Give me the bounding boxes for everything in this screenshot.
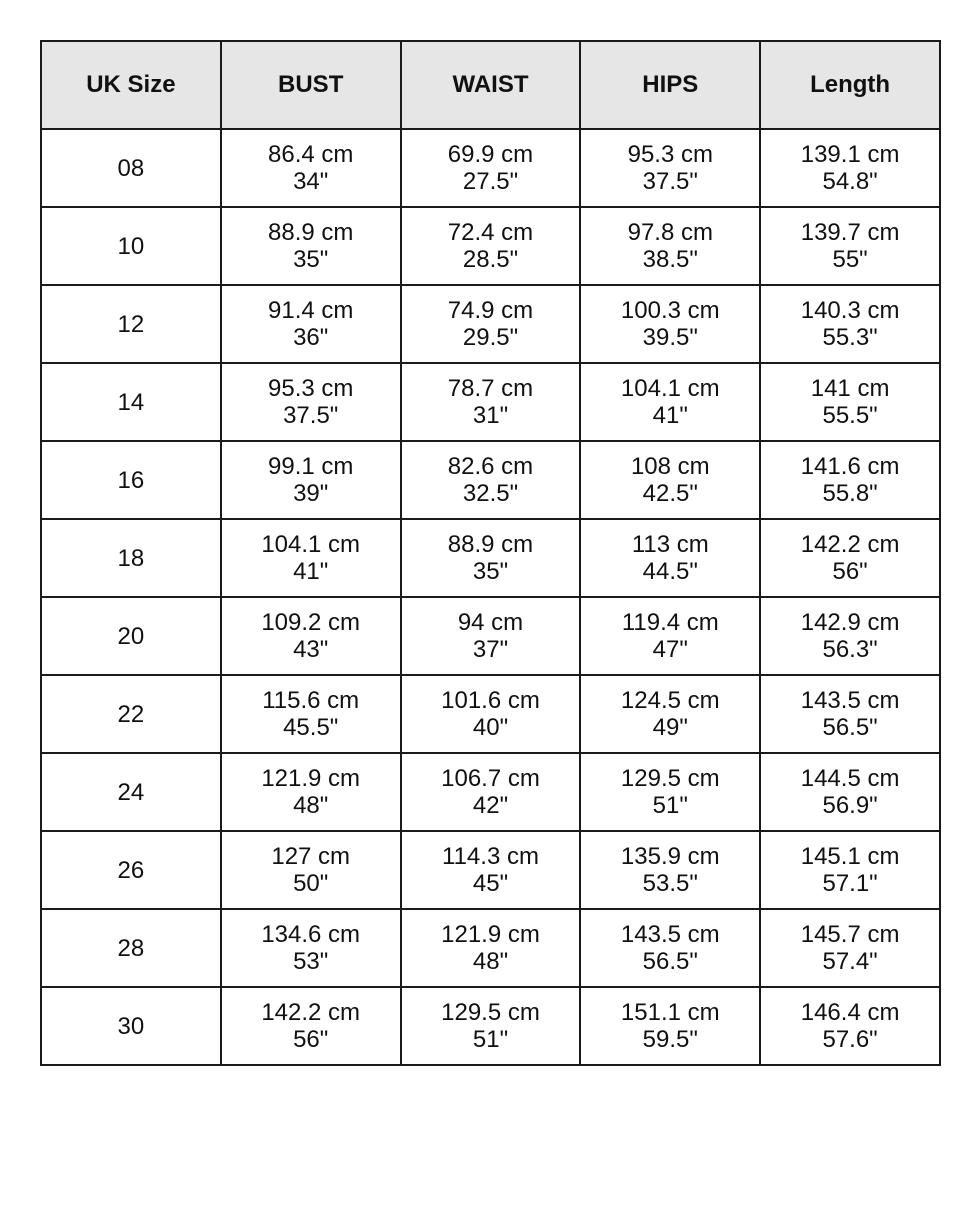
length-inch-value: 57.4" [822, 948, 878, 975]
length-inch-value: 57.1" [822, 870, 878, 897]
bust-inch-value: 56" [293, 1026, 329, 1053]
bust-cell [221, 441, 401, 519]
bust-cell [221, 207, 401, 285]
table-row [41, 909, 940, 987]
bust-cm-value: 115.6 cm [262, 687, 360, 714]
hips-cell [580, 441, 760, 519]
hips-cell [580, 207, 760, 285]
waist-cm-value: 69.9 cm [447, 141, 534, 168]
waist-cell [401, 207, 581, 285]
bust-cm-value: 104.1 cm [261, 531, 361, 558]
length-cm-value: 141 cm [810, 375, 890, 402]
waist-cell [401, 441, 581, 519]
hips-cell [580, 987, 760, 1065]
hips-inch-value: 49" [652, 714, 688, 741]
hips-cm-value: 108 cm [630, 453, 710, 480]
size-cell: 24 [41, 753, 221, 831]
waist-inch-value: 27.5" [462, 168, 519, 195]
waist-cell [401, 363, 581, 441]
length-inch-value: 56.5" [822, 714, 878, 741]
waist-cm-value: 129.5 cm [441, 999, 540, 1026]
table-row [41, 597, 940, 675]
bust-cell [221, 909, 401, 987]
length-cm-value: 142.2 cm [800, 531, 900, 558]
hips-inch-value: 53.5" [642, 870, 698, 897]
hips-cell [580, 285, 760, 363]
length-cm-value: 145.1 cm [800, 843, 900, 870]
length-cm-value: 144.5 cm [800, 765, 900, 792]
bust-cell [221, 831, 401, 909]
header-uk-size: UK Size [41, 41, 221, 129]
waist-cm-value: 121.9 cm [441, 921, 540, 948]
waist-cell [401, 675, 581, 753]
length-cm-value: 139.7 cm [800, 219, 900, 246]
hips-inch-value: 47" [652, 636, 688, 663]
hips-inch-value: 41" [652, 402, 688, 429]
length-cell [760, 519, 940, 597]
length-cm-value: 141.6 cm [800, 453, 900, 480]
waist-inch-value: 35" [472, 558, 509, 585]
bust-cm-value: 109.2 cm [261, 609, 361, 636]
length-cm-value: 146.4 cm [800, 999, 900, 1026]
size-cell: 30 [41, 987, 221, 1065]
hips-cm-value: 129.5 cm [620, 765, 720, 792]
length-cm-value: 139.1 cm [800, 141, 900, 168]
bust-cell [221, 363, 401, 441]
length-inch-value: 54.8" [822, 168, 878, 195]
waist-cm-value: 106.7 cm [441, 765, 540, 792]
bust-cell [221, 519, 401, 597]
hips-cm-value: 100.3 cm [620, 297, 720, 324]
length-cell [760, 753, 940, 831]
hips-inch-value: 39.5" [642, 324, 698, 351]
waist-inch-value: 51" [472, 1026, 509, 1053]
size-cell: 12 [41, 285, 221, 363]
length-cm-value: 142.9 cm [800, 609, 900, 636]
waist-cell [401, 129, 581, 207]
length-cell [760, 441, 940, 519]
table-row [41, 285, 940, 363]
waist-cell [401, 987, 581, 1065]
length-cell [760, 675, 940, 753]
hips-cm-value: 95.3 cm [627, 141, 713, 168]
waist-inch-value: 29.5" [462, 324, 519, 351]
table-row [41, 831, 940, 909]
table-row [41, 753, 940, 831]
length-inch-value: 55" [832, 246, 868, 273]
size-cell: 18 [41, 519, 221, 597]
waist-inch-value: 48" [472, 948, 509, 975]
hips-cell [580, 753, 760, 831]
waist-inch-value: 31" [472, 402, 509, 429]
size-cell: 20 [41, 597, 221, 675]
length-inch-value: 55.5" [822, 402, 878, 429]
header-waist: WAIST [401, 41, 581, 129]
waist-cm-value: 88.9 cm [447, 531, 534, 558]
bust-inch-value: 36" [293, 324, 329, 351]
size-cell: 08 [41, 129, 221, 207]
table-header [41, 41, 940, 129]
table-row [41, 129, 940, 207]
hips-cm-value: 97.8 cm [627, 219, 713, 246]
hips-inch-value: 59.5" [642, 1026, 698, 1053]
table-row [41, 363, 940, 441]
hips-inch-value: 56.5" [642, 948, 698, 975]
hips-cm-value: 104.1 cm [620, 375, 720, 402]
bust-cm-value: 99.1 cm [268, 453, 354, 480]
length-inch-value: 55.8" [822, 480, 878, 507]
hips-cell [580, 363, 760, 441]
waist-cm-value: 74.9 cm [447, 297, 534, 324]
size-cell: 16 [41, 441, 221, 519]
hips-cm-value: 143.5 cm [620, 921, 720, 948]
length-cell [760, 909, 940, 987]
bust-inch-value: 39" [293, 480, 329, 507]
table-row [41, 441, 940, 519]
bust-cell [221, 129, 401, 207]
hips-cell [580, 519, 760, 597]
waist-inch-value: 37" [472, 636, 509, 663]
length-cm-value: 140.3 cm [800, 297, 900, 324]
size-chart-table [40, 40, 941, 1066]
hips-cell [580, 831, 760, 909]
waist-inch-value: 32.5" [462, 480, 519, 507]
hips-cm-value: 151.1 cm [620, 999, 720, 1026]
bust-inch-value: 35" [293, 246, 329, 273]
length-cm-value: 145.7 cm [800, 921, 900, 948]
bust-inch-value: 37.5" [283, 402, 339, 429]
bust-cell [221, 753, 401, 831]
waist-inch-value: 28.5" [462, 246, 519, 273]
bust-inch-value: 34" [293, 168, 329, 195]
length-inch-value: 56" [832, 558, 868, 585]
size-cell: 28 [41, 909, 221, 987]
length-cell [760, 129, 940, 207]
bust-cell [221, 987, 401, 1065]
hips-cm-value: 119.4 cm [621, 609, 719, 636]
bust-cm-value: 134.6 cm [261, 921, 361, 948]
size-cell: 26 [41, 831, 221, 909]
hips-inch-value: 51" [652, 792, 688, 819]
length-cell [760, 207, 940, 285]
table-row [41, 987, 940, 1065]
bust-cm-value: 127 cm [271, 843, 351, 870]
bust-cm-value: 95.3 cm [268, 375, 354, 402]
table-row [41, 207, 940, 285]
waist-inch-value: 45" [472, 870, 509, 897]
waist-cell [401, 909, 581, 987]
header-row [41, 41, 940, 129]
bust-inch-value: 43" [293, 636, 329, 663]
header-hips: HIPS [580, 41, 760, 129]
length-inch-value: 56.3" [822, 636, 878, 663]
waist-inch-value: 42" [472, 792, 509, 819]
waist-cm-value: 78.7 cm [447, 375, 534, 402]
waist-cell [401, 285, 581, 363]
bust-inch-value: 50" [293, 870, 329, 897]
length-cell [760, 831, 940, 909]
bust-cell [221, 285, 401, 363]
waist-cell [401, 519, 581, 597]
waist-cm-value: 94 cm [457, 609, 524, 636]
waist-cm-value: 114.3 cm [442, 843, 539, 870]
bust-inch-value: 53" [293, 948, 329, 975]
bust-inch-value: 41" [293, 558, 329, 585]
length-cell [760, 597, 940, 675]
length-inch-value: 56.9" [822, 792, 878, 819]
length-cell [760, 363, 940, 441]
length-inch-value: 57.6" [822, 1026, 878, 1053]
bust-cm-value: 91.4 cm [268, 297, 354, 324]
waist-cm-value: 101.6 cm [441, 687, 540, 714]
bust-cm-value: 88.9 cm [268, 219, 354, 246]
hips-inch-value: 44.5" [642, 558, 698, 585]
length-cell [760, 987, 940, 1065]
hips-cell [580, 597, 760, 675]
hips-cell [580, 675, 760, 753]
hips-inch-value: 38.5" [642, 246, 698, 273]
bust-cm-value: 121.9 cm [261, 765, 361, 792]
hips-cm-value: 113 cm [631, 531, 709, 558]
length-inch-value: 55.3" [822, 324, 878, 351]
bust-cm-value: 86.4 cm [268, 141, 354, 168]
table-row [41, 519, 940, 597]
hips-cell [580, 909, 760, 987]
waist-cm-value: 82.6 cm [447, 453, 534, 480]
size-cell: 14 [41, 363, 221, 441]
table-body [41, 129, 940, 1065]
header-length: Length [760, 41, 940, 129]
hips-cell [580, 129, 760, 207]
waist-cell [401, 831, 581, 909]
waist-cell [401, 753, 581, 831]
header-bust: BUST [221, 41, 401, 129]
hips-cm-value: 124.5 cm [620, 687, 720, 714]
bust-cell [221, 675, 401, 753]
bust-inch-value: 48" [293, 792, 329, 819]
size-cell: 10 [41, 207, 221, 285]
waist-inch-value: 40" [472, 714, 509, 741]
hips-inch-value: 42.5" [642, 480, 698, 507]
bust-cm-value: 142.2 cm [261, 999, 361, 1026]
size-cell: 22 [41, 675, 221, 753]
bust-inch-value: 45.5" [283, 714, 339, 741]
bust-cell [221, 597, 401, 675]
hips-cm-value: 135.9 cm [620, 843, 720, 870]
table-row [41, 675, 940, 753]
length-cell [760, 285, 940, 363]
waist-cm-value: 72.4 cm [447, 219, 534, 246]
waist-cell [401, 597, 581, 675]
length-cm-value: 143.5 cm [800, 687, 900, 714]
hips-inch-value: 37.5" [642, 168, 698, 195]
